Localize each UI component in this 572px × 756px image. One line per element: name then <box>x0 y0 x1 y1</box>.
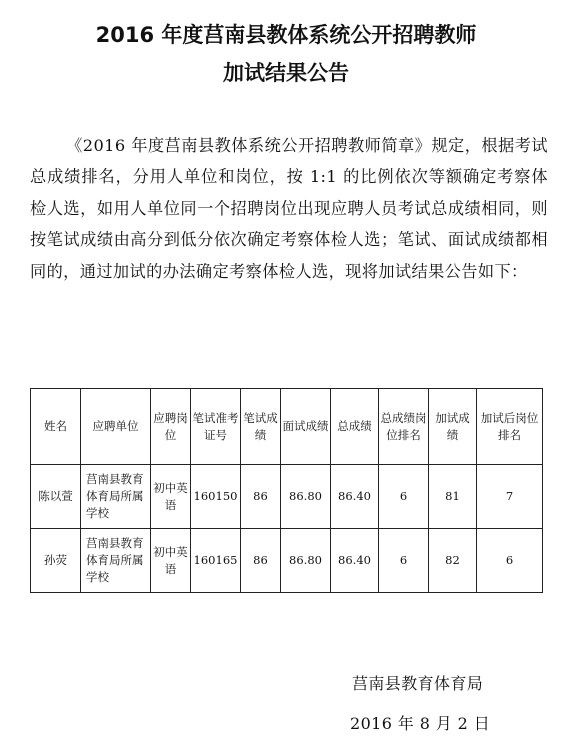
results-table <box>30 388 543 593</box>
header-unit: 应聘单位 <box>81 389 151 465</box>
cell-final-rank: 7 <box>477 465 543 529</box>
cell-exam-number: 160165 <box>191 529 241 593</box>
header-position: 应聘岗位 <box>151 389 191 465</box>
cell-total-rank: 6 <box>379 465 429 529</box>
cell-exam-number: 160150 <box>191 465 241 529</box>
header-interview-score: 面试成绩 <box>281 389 331 465</box>
header-exam-number: 笔试准考证号 <box>191 389 241 465</box>
notice-title-line-2: 加试结果公告 <box>223 61 349 85</box>
cell-final-rank: 6 <box>477 529 543 593</box>
header-total-rank: 总成绩岗位排名 <box>379 389 429 465</box>
notice-body <box>30 130 548 287</box>
cell-extra-score: 82 <box>429 529 477 593</box>
cell-name: 陈以萱 <box>31 465 81 529</box>
header-total-score: 总成绩 <box>331 389 379 465</box>
cell-written-score: 86 <box>241 529 281 593</box>
cell-total-score: 86.40 <box>331 465 379 529</box>
cell-name: 孙荧 <box>31 529 81 593</box>
cell-unit: 莒南县教育体育局所属学校 <box>81 529 151 593</box>
cell-interview-score: 86.80 <box>281 465 331 529</box>
issue-date: 2016 年 8 月 2 日 <box>350 714 491 733</box>
header-name: 姓名 <box>31 389 81 465</box>
header-extra-score: 加试成绩 <box>429 389 477 465</box>
cell-written-score: 86 <box>241 465 281 529</box>
cell-interview-score: 86.80 <box>281 529 331 593</box>
header-final-rank: 加试后岗位排名 <box>477 389 543 465</box>
header-written-score: 笔试成绩 <box>241 389 281 465</box>
notice-paragraph: 《2016 年度莒南县教体系统公开招聘教师简章》规定，根据考试总成绩排名，分用人单位和岗位，按 1:1 的比例依次等额确定考察体检人选，如用人单位同一个招聘岗位出现应聘人员考试总成绩相同，则按笔试成绩由高分到低分依次确定考察体检人选；笔试、面试成绩都相同的，通过加试的办法确定考察体检人选，现将加试结果公告如下： <box>30 136 548 281</box>
issuer-name: 莒南县教育体育局 <box>352 674 484 693</box>
notice-title-line-1: 2016 年度莒南县教体系统公开招聘教师 <box>95 23 477 47</box>
table-row <box>31 529 543 593</box>
table-header-row <box>31 389 543 465</box>
cell-unit: 莒南县教育体育局所属学校 <box>81 465 151 529</box>
cell-position: 初中英语 <box>151 529 191 593</box>
cell-position: 初中英语 <box>151 465 191 529</box>
cell-total-rank: 6 <box>379 529 429 593</box>
cell-extra-score: 81 <box>429 465 477 529</box>
table-row <box>31 465 543 529</box>
cell-total-score: 86.40 <box>331 529 379 593</box>
